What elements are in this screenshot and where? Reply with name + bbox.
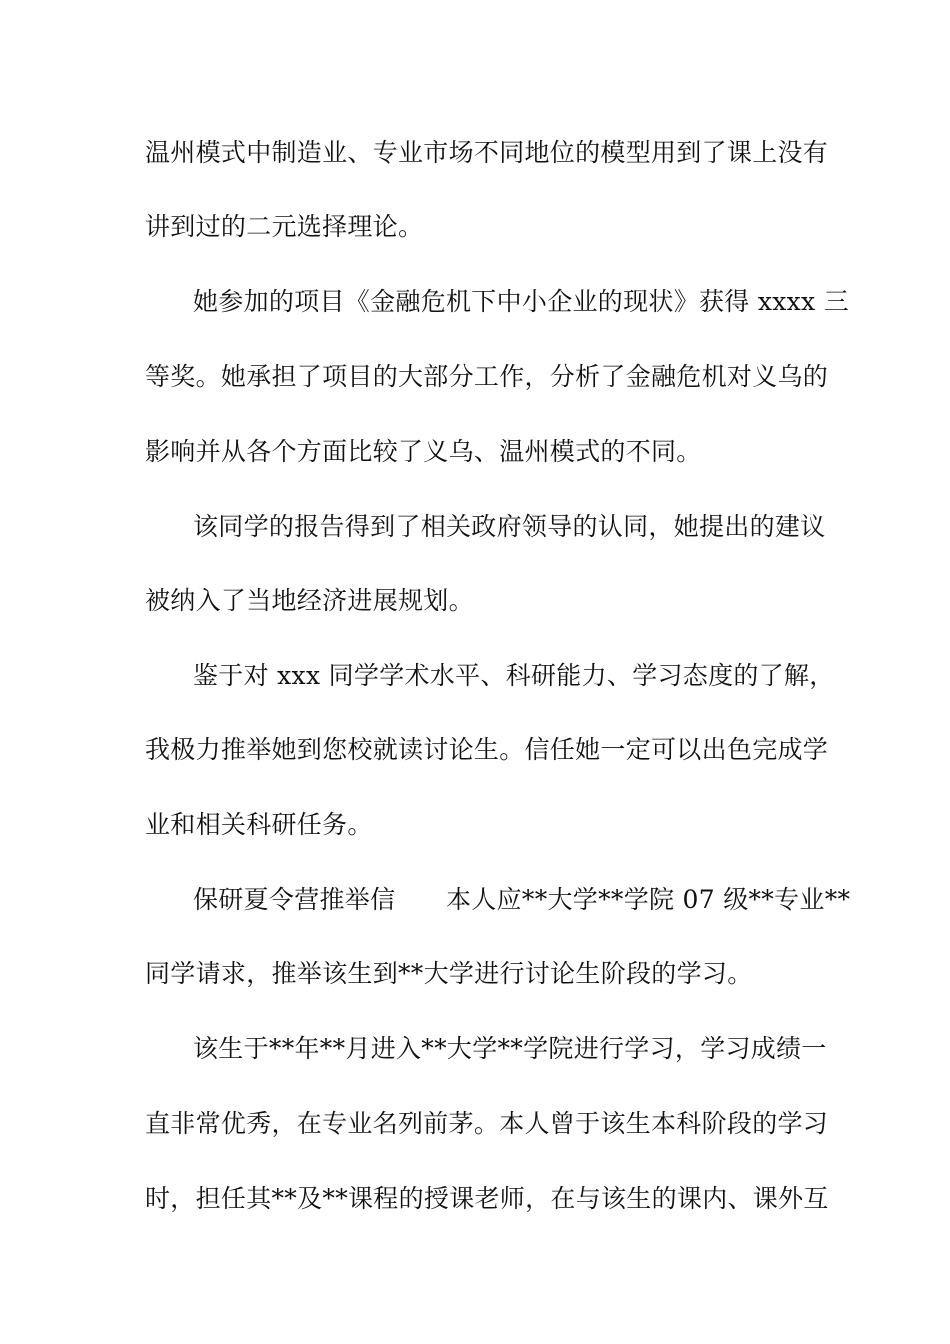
text-line: 被纳入了当地经济进展规划。 bbox=[145, 586, 474, 615]
text-line: 讲到过的二元选择理论。 bbox=[145, 212, 424, 241]
paragraph-start-line: 保研夏令营推举信 本人应**大学**学院 07 级**专业** bbox=[193, 885, 851, 914]
paragraph-start-line: 该同学的报告得到了相关政府领导的认同，她提出的建议 bbox=[193, 512, 826, 541]
text-line: 等奖。她承担了项目的大部分工作，分析了金融危机对义乌的 bbox=[145, 362, 829, 391]
text-line: 时，担任其**及**课程的授课老师，在与该生的课内、课外互 bbox=[145, 1184, 829, 1213]
text-line: 温州模式中制造业、专业市场不同地位的模型用到了课上没有 bbox=[145, 138, 829, 167]
text-line: 直非常优秀，在专业名列前茅。本人曾于该生本科阶段的学习 bbox=[145, 1109, 829, 1138]
text-line: 我极力推举她到您校就读讨论生。信任她一定可以出色完成学 bbox=[145, 735, 829, 764]
text-line: 影响并从各个方面比较了义乌、温州模式的不同。 bbox=[145, 437, 702, 466]
paragraph-start-line: 该生于**年**月进入**大学**学院进行学习，学习成绩一 bbox=[193, 1034, 827, 1063]
paragraph-start-line: 她参加的项目《金融危机下中小企业的现状》获得 xxxx 三 bbox=[193, 287, 849, 316]
text-line: 业和相关科研任务。 bbox=[145, 810, 373, 839]
text-line: 同学请求，推举该生到**大学进行讨论生阶段的学习。 bbox=[145, 959, 753, 988]
paragraph-start-line: 鉴于对 xxx 同学学术水平、科研能力、学习态度的了解， bbox=[193, 661, 835, 690]
